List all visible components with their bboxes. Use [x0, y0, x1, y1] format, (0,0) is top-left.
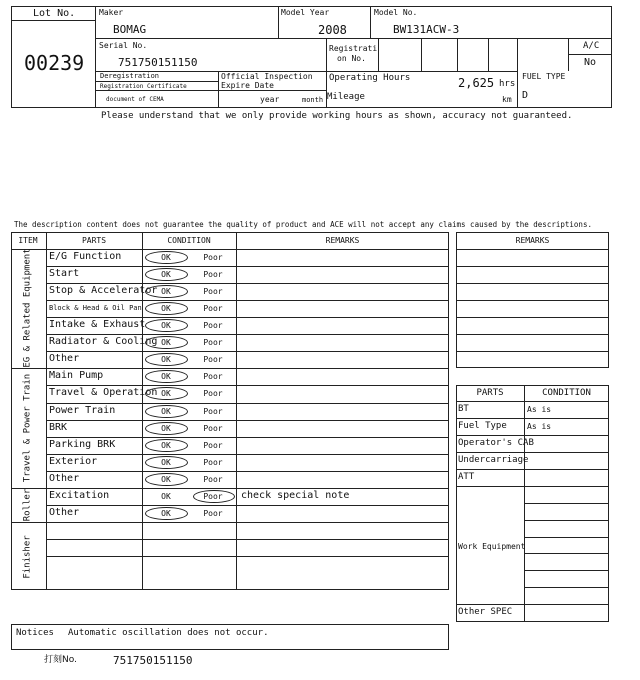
poor-option[interactable]: Poor [203, 304, 223, 314]
model-year-value: 2008 [318, 23, 347, 37]
ok-option[interactable]: OK [161, 474, 171, 484]
row-part-label: Travel & Operation [49, 387, 158, 399]
inspection-label-line2: Expire Date [221, 81, 274, 90]
poor-option[interactable]: Poor [203, 338, 223, 348]
ok-option[interactable]: OK [161, 355, 171, 365]
row-part-label: Other [49, 353, 80, 365]
row-part-label: Stop & Accelerator [49, 285, 158, 297]
registration-certificate-label: Registration Certificate [100, 83, 187, 90]
notices-label: Notices [16, 628, 54, 638]
right-part-label: ATT [458, 472, 475, 482]
row-part-label: Exterior [49, 455, 98, 467]
poor-option[interactable]: Poor [203, 355, 223, 365]
right-col-condition-header: CONDITION [542, 388, 591, 398]
group-label-finisher: Finisher [22, 535, 33, 579]
row-part-label: BRK [49, 421, 68, 433]
right-col-parts-header: PARTS [476, 388, 504, 398]
poor-option[interactable]: Poor [203, 253, 223, 262]
fuel-type-value: D [522, 90, 529, 101]
poor-option[interactable]: Poor [203, 491, 223, 501]
fuel-type-label: FUEL TYPE [522, 72, 566, 81]
disclaimer: The description content does not guarantee the quality of product and ACE will not accept any claims caused by the descriptions. [14, 220, 592, 229]
inspection-label-line1: Official Inspection [221, 72, 313, 81]
stamp-label: 打刻No. [44, 655, 77, 665]
row-part-label: Main Pump [49, 370, 104, 382]
right-part-condition: As is [527, 405, 552, 414]
group-label-travel: Travel & Power Train [22, 373, 33, 483]
ac-label: A/C [583, 41, 600, 51]
poor-option[interactable]: Poor [203, 321, 223, 331]
col-parts-header: PARTS [81, 236, 107, 245]
poor-option[interactable]: Poor [203, 457, 223, 467]
row-part-label: Block & Head & Oil Pan [49, 304, 142, 313]
poor-option[interactable]: Poor [203, 508, 223, 518]
ok-selected-circle [145, 439, 188, 452]
serial-value: 751750151150 [118, 56, 198, 69]
group-label-eg: EG & Related Equipment [22, 248, 33, 368]
ok-option[interactable]: OK [161, 287, 171, 297]
right-part-label: Fuel Type [458, 421, 507, 431]
row-part-label: Excitation [49, 489, 110, 501]
notices-text: Automatic oscillation does not occur. [68, 628, 269, 638]
right-part-label: Undercarriage [458, 455, 529, 465]
registration-label-line2: on No. [337, 54, 366, 63]
model-no-label: Model No. [374, 8, 418, 17]
ok-option[interactable]: OK [161, 253, 171, 262]
cema-label: document of CEMA [106, 96, 164, 103]
poor-option[interactable]: Poor [203, 423, 223, 433]
work-equipment-label: Work Equipment [458, 542, 526, 551]
col-condition-header: CONDITION [167, 236, 211, 245]
ok-option[interactable]: OK [161, 406, 171, 416]
poor-option[interactable]: Poor [203, 287, 223, 297]
row-part-label: Other [49, 472, 80, 484]
hrs-unit: hrs [499, 79, 516, 89]
mileage-label: Mileage [327, 92, 365, 102]
ok-option[interactable]: OK [161, 338, 171, 348]
col-item-header: ITEM [18, 236, 38, 245]
hours-notice: Please understand that we only provide working hours as shown, accuracy not guaranteed. [101, 111, 573, 121]
ok-selected-circle [145, 285, 188, 298]
lot-label: Lot No. [33, 8, 76, 19]
registration-label-line1: Registrati [329, 44, 378, 53]
right-part-condition: As is [527, 422, 552, 431]
ok-option[interactable]: OK [161, 440, 171, 450]
right-part-label: Operator's CAB [458, 438, 534, 448]
serial-label: Serial No. [99, 41, 148, 50]
ac-value: No [584, 57, 597, 68]
ok-option[interactable]: OK [161, 389, 171, 399]
year-label: year [260, 95, 280, 104]
poor-option[interactable]: Poor [203, 389, 223, 399]
ok-option[interactable]: OK [161, 508, 171, 518]
ok-option[interactable]: OK [161, 304, 171, 314]
ok-selected-circle [145, 251, 188, 264]
right-part-label: BT [458, 404, 469, 414]
month-label: month [302, 96, 324, 104]
poor-option[interactable]: Poor [203, 270, 223, 280]
ok-selected-circle [145, 302, 188, 315]
operating-hours-value: 2,625 [458, 76, 495, 90]
ok-option[interactable]: OK [161, 423, 171, 433]
row-part-label: Power Train [49, 404, 116, 416]
row-part-label: Intake & Exhaust [49, 319, 146, 331]
row-part-label: Parking BRK [49, 438, 116, 450]
right-remarks-header: REMARKS [515, 236, 550, 245]
ok-selected-circle [145, 268, 188, 281]
poor-option[interactable]: Poor [203, 372, 223, 382]
group-label-roller: Roller [22, 488, 33, 522]
poor-option[interactable]: Poor [203, 440, 223, 450]
ok-selected-circle [145, 507, 188, 520]
ok-selected-circle [145, 422, 188, 435]
ok-option[interactable]: OK [161, 270, 171, 280]
deregistration-label: Deregistration [100, 72, 160, 80]
row-remark: check special note [241, 489, 350, 501]
lot-number: 00239 [24, 51, 85, 75]
row-part-label: E/G Function [49, 251, 122, 262]
ok-option[interactable]: OK [161, 372, 171, 382]
maker-value: BOMAG [113, 23, 147, 36]
poor-option[interactable]: Poor [203, 406, 223, 416]
other-spec-label: Other SPEC [458, 607, 513, 617]
ok-option[interactable]: OK [161, 457, 171, 467]
ok-selected-circle [145, 405, 188, 418]
operating-hours-label: Operating Hours [329, 73, 411, 83]
maker-label: Maker [99, 8, 124, 17]
ok-option[interactable]: OK [161, 491, 171, 501]
stamp-value: 751750151150 [113, 654, 193, 667]
row-part-label: Other [49, 506, 80, 518]
col-remarks-header: REMARKS [325, 236, 360, 245]
poor-selected-circle [193, 490, 235, 503]
model-no-value: BW131ACW-3 [393, 23, 460, 36]
ok-selected-circle [145, 473, 188, 486]
row-part-label: Start [49, 268, 80, 280]
ok-option[interactable]: OK [161, 321, 171, 331]
ok-selected-circle [145, 456, 188, 469]
km-unit: km [502, 95, 512, 104]
poor-option[interactable]: Poor [203, 474, 223, 484]
model-year-label: Model Year [281, 8, 330, 17]
row-part-label: Radiator & Cooling [49, 336, 158, 348]
